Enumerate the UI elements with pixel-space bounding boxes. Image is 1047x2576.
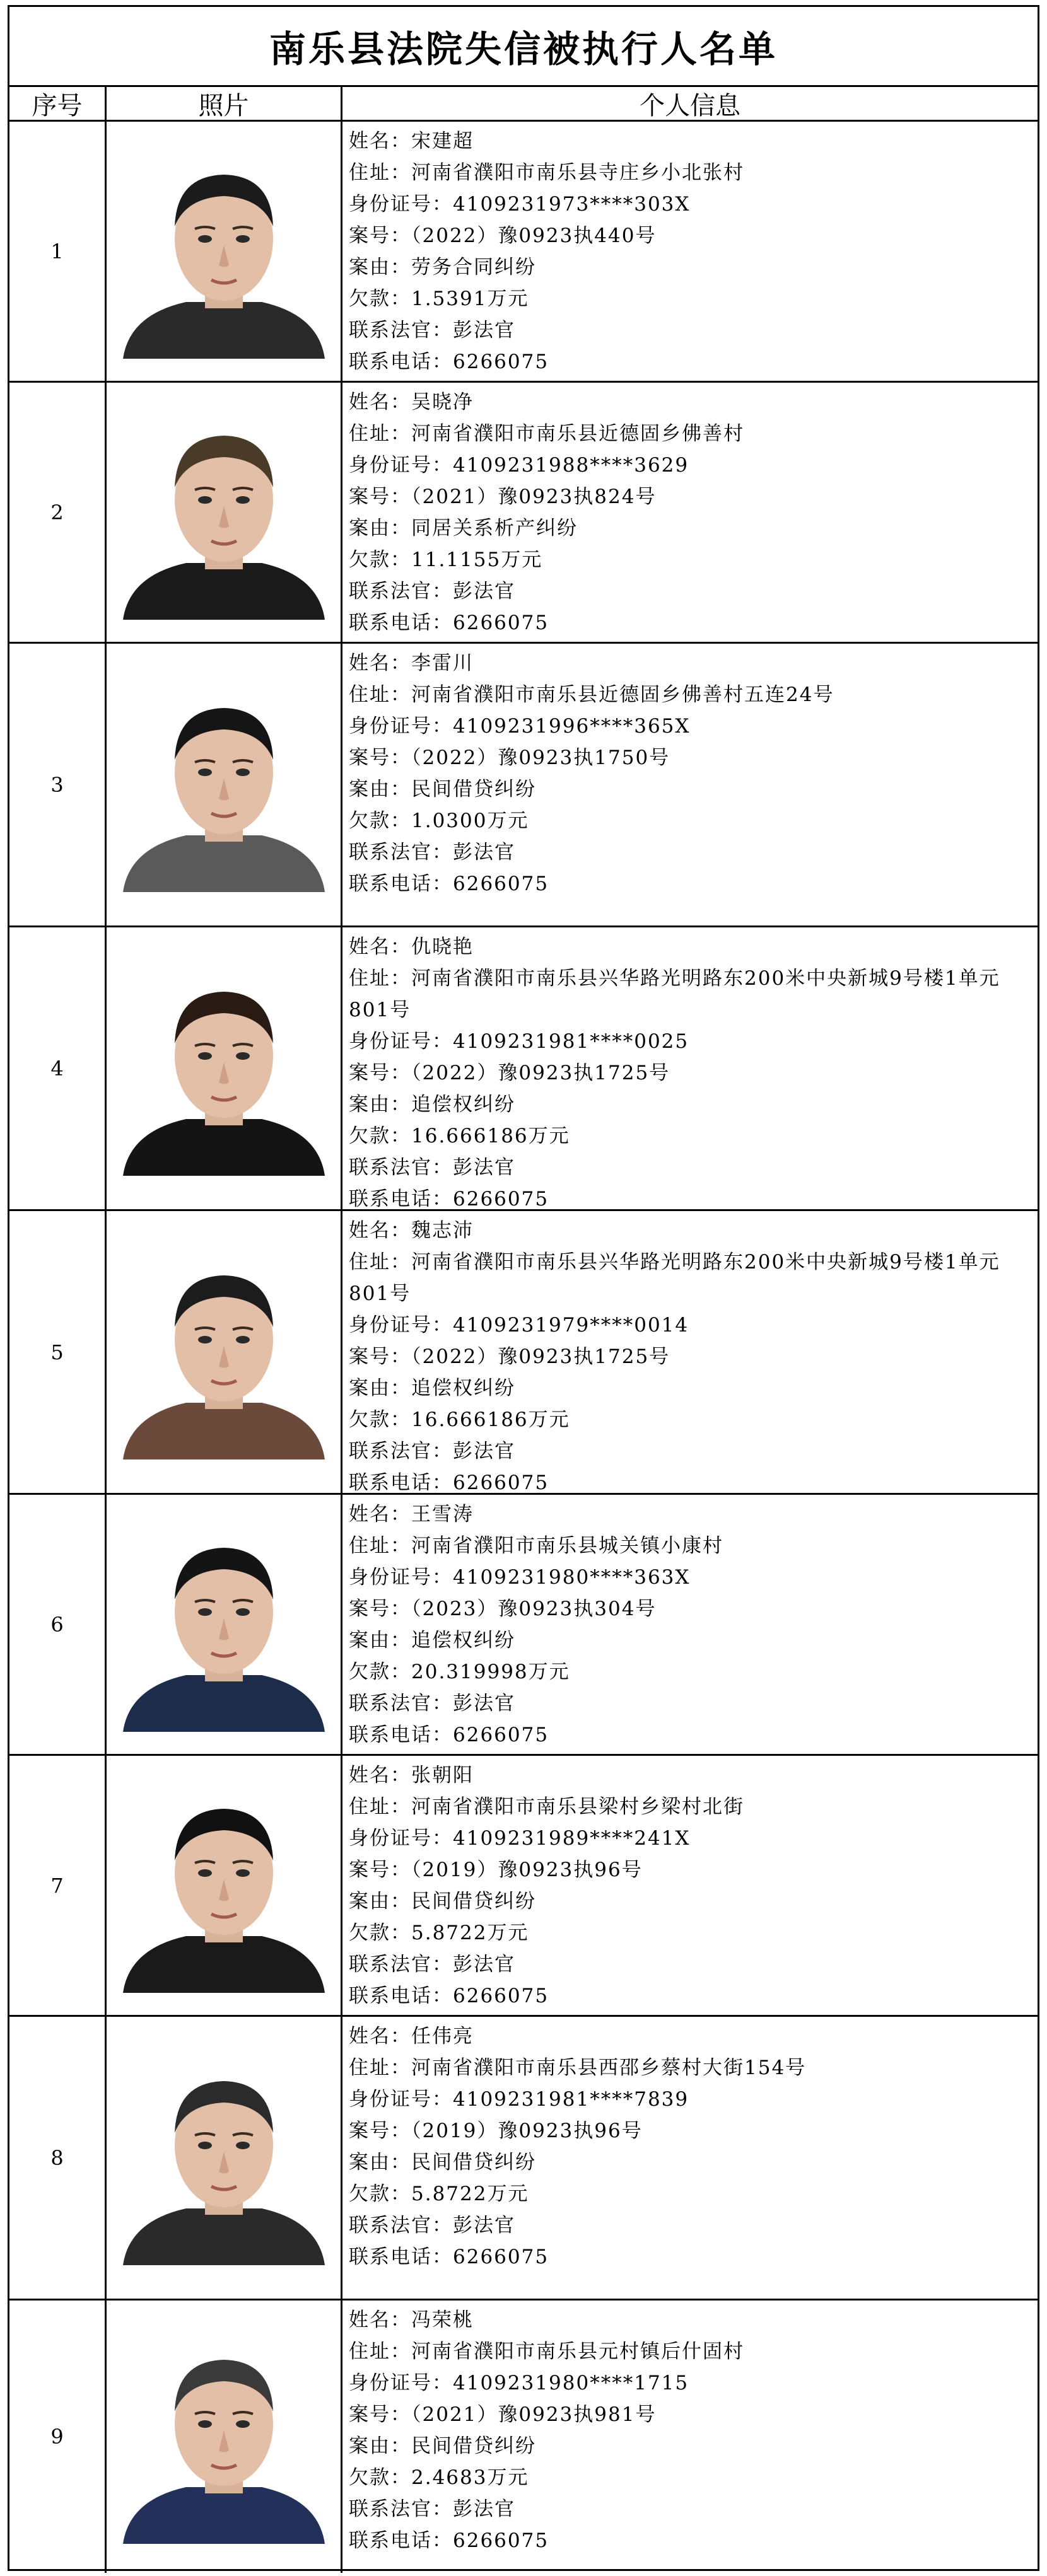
info-line: 身份证号：4109231996****365X <box>349 715 691 738</box>
row-index: 6 <box>9 1495 107 1754</box>
info-line: 联系电话：6266075 <box>349 1985 549 2007</box>
page-title: 南乐县法院失信被执行人名单 <box>9 7 1038 87</box>
info-line: 身份证号：4109231989****241X <box>349 1827 691 1850</box>
info-line: 住址：河南省濮阳市南乐县西邵乡蔡村大街154号 <box>349 2057 807 2079</box>
info-line: 欠款：1.0300万元 <box>349 809 529 832</box>
row-index: 5 <box>9 1211 107 1493</box>
table-row <box>9 1495 1038 1756</box>
face-photo-icon <box>117 2051 331 2265</box>
info-line: 联系法官：彭法官 <box>349 2498 515 2521</box>
person-photo <box>107 1495 342 1754</box>
info-line: 姓名：宋建超 <box>349 130 474 153</box>
info-line: 案号：（2021）豫0923执981号 <box>349 2403 657 2426</box>
blacklist-table <box>8 5 1039 2571</box>
info-line: 姓名：冯荣桃 <box>349 2309 474 2331</box>
person-info <box>342 1756 1038 2015</box>
info-line: 案由：追偿权纠纷 <box>349 1093 515 1116</box>
info-line: 案号：（2023）豫0923执304号 <box>349 1598 657 1620</box>
info-line: 联系法官：彭法官 <box>349 580 515 603</box>
face-photo-icon <box>117 405 331 620</box>
face-photo-icon <box>117 1517 331 1732</box>
info-line: 欠款：5.8722万元 <box>349 1922 529 1944</box>
info-line: 联系电话：6266075 <box>349 873 549 895</box>
info-line: 姓名：吴晓净 <box>349 391 474 414</box>
person-info <box>342 383 1038 642</box>
info-line: 案号：（2022）豫0923执1725号 <box>349 1345 670 1368</box>
info-line: 身份证号：4109231980****363X <box>349 1566 691 1589</box>
table-row <box>9 927 1038 1211</box>
person-info <box>342 1495 1038 1754</box>
info-line: 案由：同居关系析产纠纷 <box>349 517 578 540</box>
info-line: 住址：河南省濮阳市南乐县城关镇小康村 <box>349 1535 723 1557</box>
table-row <box>9 1211 1038 1495</box>
info-line: 身份证号：4109231973****303X <box>349 193 691 216</box>
person-photo <box>107 122 342 381</box>
info-line: 身份证号：4109231981****0025 <box>349 1030 689 1053</box>
info-line: 欠款：2.4683万元 <box>349 2466 529 2489</box>
person-info <box>342 2300 1038 2573</box>
table-row <box>9 644 1038 927</box>
info-line: 联系电话：6266075 <box>349 612 549 634</box>
person-info <box>342 644 1038 925</box>
info-line: 案由：民间借贷纠纷 <box>349 2151 536 2174</box>
person-info <box>342 122 1038 381</box>
info-line: 联系法官：彭法官 <box>349 1953 515 1976</box>
header-photo: 照片 <box>107 87 342 120</box>
table-row <box>9 122 1038 383</box>
info-line: 姓名：李雷川 <box>349 652 474 675</box>
info-line: 案由：民间借贷纠纷 <box>349 1890 536 1913</box>
info-line: 联系法官：彭法官 <box>349 1156 515 1179</box>
info-line: 住址：河南省濮阳市南乐县兴华路光明路东200米中央新城9号楼1单元801号 <box>349 967 1000 1021</box>
face-photo-icon <box>117 678 331 892</box>
info-line: 姓名：魏志沛 <box>349 1219 474 1242</box>
info-line: 联系电话：6266075 <box>349 2246 549 2268</box>
info-line: 联系法官：彭法官 <box>349 841 515 864</box>
table-row <box>9 1756 1038 2017</box>
info-line: 联系电话：6266075 <box>349 351 549 373</box>
info-line: 联系法官：彭法官 <box>349 2214 515 2237</box>
info-line: 姓名：张朝阳 <box>349 1764 474 1787</box>
table-header <box>9 87 1038 122</box>
person-photo <box>107 2017 342 2299</box>
person-photo <box>107 2300 342 2573</box>
info-line: 联系电话：6266075 <box>349 1724 549 1746</box>
info-line: 案号：（2019）豫0923执96号 <box>349 1859 643 1881</box>
face-photo-icon <box>117 2329 331 2544</box>
info-line: 案由：民间借贷纠纷 <box>349 2435 536 2457</box>
info-line: 欠款：16.666186万元 <box>349 1408 570 1431</box>
table-body <box>9 122 1038 2573</box>
person-photo <box>107 1211 342 1493</box>
info-line: 案号：（2021）豫0923执824号 <box>349 485 657 508</box>
info-line: 身份证号：4109231981****7839 <box>349 2088 689 2111</box>
face-photo-icon <box>117 961 331 1176</box>
info-line: 案号：（2022）豫0923执1725号 <box>349 1062 670 1084</box>
info-line: 欠款：11.1155万元 <box>349 548 543 571</box>
row-index: 2 <box>9 383 107 642</box>
info-line: 住址：河南省濮阳市南乐县近德固乡佛善村 <box>349 422 744 445</box>
row-index: 1 <box>9 122 107 381</box>
info-line: 联系电话：6266075 <box>349 2529 549 2552</box>
info-line: 案由：追偿权纠纷 <box>349 1629 515 1652</box>
info-line: 住址：河南省濮阳市南乐县梁村乡梁村北街 <box>349 1796 744 1818</box>
info-line: 住址：河南省濮阳市南乐县兴华路光明路东200米中央新城9号楼1单元801号 <box>349 1251 1000 1305</box>
info-line: 住址：河南省濮阳市南乐县寺庄乡小北张村 <box>349 161 744 184</box>
table-row <box>9 2017 1038 2300</box>
info-line: 案号：（2022）豫0923执1750号 <box>349 746 670 769</box>
info-line: 姓名：王雪涛 <box>349 1503 474 1526</box>
person-photo <box>107 1756 342 2015</box>
info-line: 身份证号：4109231980****1715 <box>349 2372 689 2394</box>
info-line: 住址：河南省濮阳市南乐县近德固乡佛善村五连24号 <box>349 683 834 706</box>
info-line: 联系法官：彭法官 <box>349 1440 515 1463</box>
table-row <box>9 383 1038 644</box>
info-line: 案由：民间借贷纠纷 <box>349 778 536 801</box>
person-photo <box>107 644 342 925</box>
face-photo-icon <box>117 144 331 359</box>
info-line: 欠款：1.5391万元 <box>349 287 529 310</box>
info-line: 案由：追偿权纠纷 <box>349 1377 515 1400</box>
row-index: 7 <box>9 1756 107 2015</box>
info-line: 住址：河南省濮阳市南乐县元村镇后什固村 <box>349 2340 744 2363</box>
info-line: 联系法官：彭法官 <box>349 319 515 342</box>
row-index: 4 <box>9 927 107 1209</box>
header-info: 个人信息 <box>640 91 740 120</box>
header-index: 序号 <box>9 87 107 120</box>
info-line: 身份证号：4109231988****3629 <box>349 454 689 477</box>
person-photo <box>107 383 342 642</box>
info-line: 身份证号：4109231979****0014 <box>349 1314 689 1337</box>
info-line: 联系法官：彭法官 <box>349 1692 515 1715</box>
info-line: 欠款：5.8722万元 <box>349 2183 529 2205</box>
person-info <box>342 1211 1038 1493</box>
person-info <box>342 2017 1038 2299</box>
info-line: 联系电话：6266075 <box>349 1188 549 1209</box>
face-photo-icon <box>117 1245 331 1459</box>
info-line: 案号：（2022）豫0923执440号 <box>349 224 657 247</box>
info-line: 案号：（2019）豫0923执96号 <box>349 2120 643 2142</box>
table-row <box>9 2300 1038 2573</box>
info-line: 姓名：任伟亮 <box>349 2025 474 2048</box>
info-line: 姓名：仇晓艳 <box>349 936 474 958</box>
face-photo-icon <box>117 1778 331 1993</box>
row-index: 9 <box>9 2300 107 2573</box>
info-line: 欠款：16.666186万元 <box>349 1125 570 1147</box>
person-info <box>342 927 1038 1209</box>
info-line: 案由：劳务合同纠纷 <box>349 256 536 279</box>
row-index: 8 <box>9 2017 107 2299</box>
info-line: 欠款：20.319998万元 <box>349 1661 570 1683</box>
row-index: 3 <box>9 644 107 925</box>
person-photo <box>107 927 342 1209</box>
info-line: 联系电话：6266075 <box>349 1471 549 1493</box>
